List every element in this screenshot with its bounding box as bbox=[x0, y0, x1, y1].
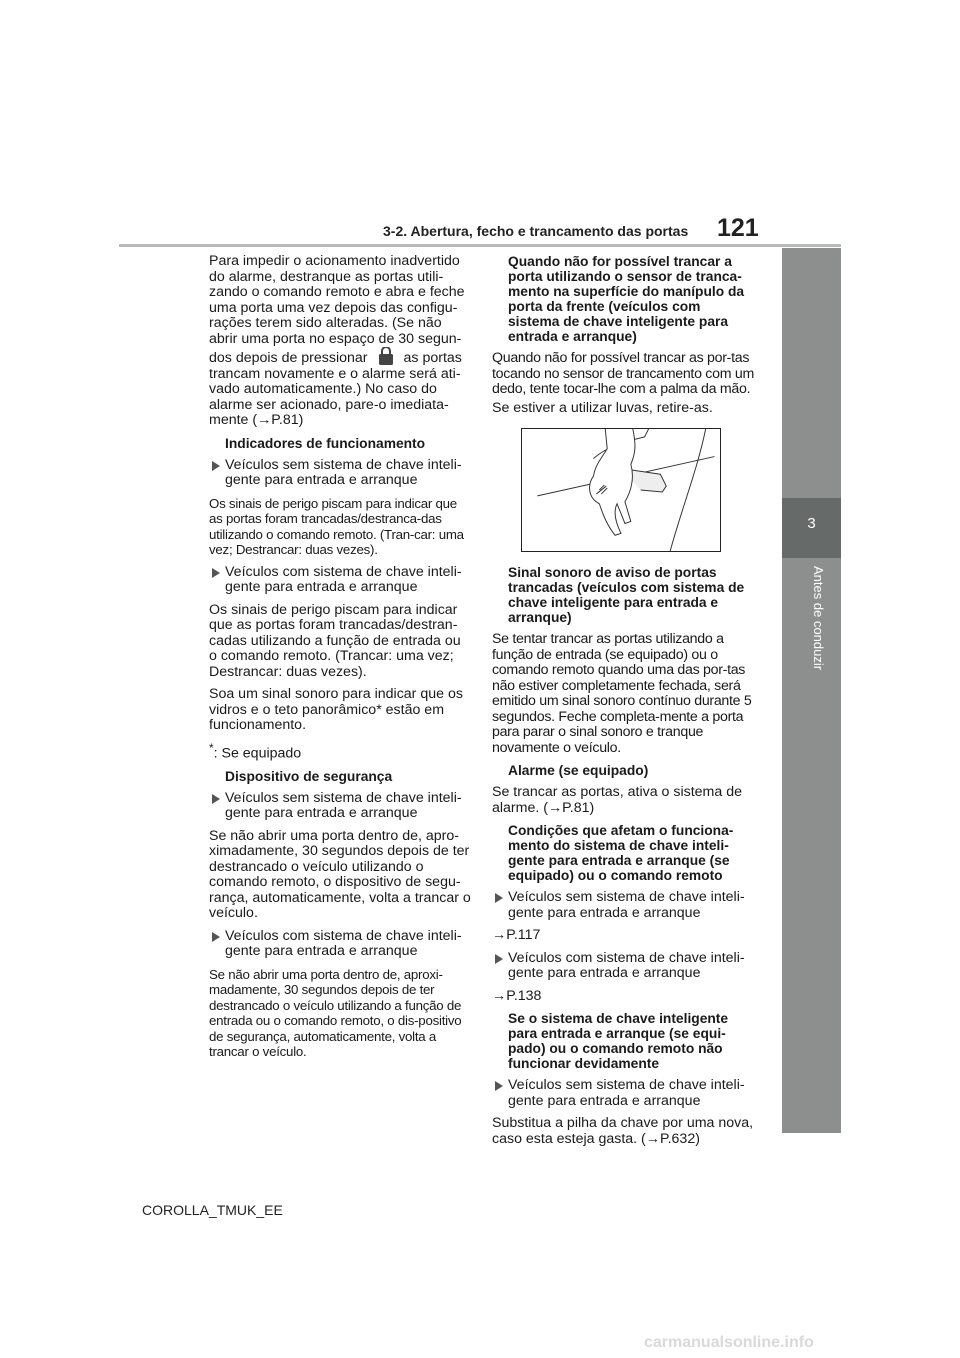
bullet-label: Veículos com sistema de chave inteli-gente para entrada e arranque bbox=[225, 927, 462, 960]
watermark: carmanualsonline.info bbox=[644, 1334, 814, 1351]
hazard-paragraph-2: Os sinais de perigo piscam para indicar que as portas foram trancadas/destran-cadas utilizando a função de entrada ou o comando remoto. (Trancar: uma vez; Destrancar: duas vezes). bbox=[209, 601, 461, 680]
bullet-label: Veículos sem sistema de chave inteli-gente para entrada e arranque bbox=[225, 789, 462, 822]
bullet-label: Veículos sem sistema de chave inteli-gente para entrada e arranque bbox=[508, 1077, 745, 1109]
triangle-bullet-icon bbox=[495, 954, 503, 964]
cannot-lock-paragraph-2: Se estiver a utilizar luvas, retire-as. bbox=[492, 399, 713, 416]
footnote bbox=[209, 741, 471, 762]
lock-icon bbox=[374, 347, 398, 365]
buzzer-paragraph: Se tentar trancar as portas utilizando a função de entrada (se equipado) ou o comando remoto quando uma das por-tas não estiver completamente fechada, será emitido um sinal sonoro contínuo durante 5 segundos. Feche completa-mente a porta para parar o sinal sonoro e tranque novamente o veículo. bbox=[492, 631, 752, 756]
alarm-reset-text-a: Para impedir o acionamento inadvertido do alarme, destranque as portas utili-zando o comando remoto e abra e feche uma porta uma vez depois das configu-rações terem sido alteradas. (Se não abrir uma porta no espaço de 30 segun-dos depois de pressionar bbox=[209, 253, 465, 366]
triangle-bullet-icon bbox=[495, 1081, 503, 1091]
security-paragraph-2: Se não abrir uma porta dentro de, aproxi-madamente, 30 segundos depois de ter destrancado o veículo utilizando a função de entrada ou o comando remoto, o dis-positivo de segurança, automaticamente, volta a trancar o veículo. bbox=[209, 966, 462, 1060]
left-column bbox=[209, 254, 471, 1067]
page-reference-link[interactable]: →P.117 bbox=[492, 927, 541, 943]
right-column bbox=[492, 254, 754, 1154]
alarm-reset-paragraph bbox=[209, 254, 471, 429]
header-divider bbox=[119, 244, 841, 247]
chapter-tab-bar bbox=[782, 248, 841, 1133]
bullet-label: Veículos com sistema de chave inteli-gente para entrada e arranque bbox=[225, 563, 462, 595]
bullet-without-smart-key-1 bbox=[209, 458, 471, 489]
heading-cannot-lock: Quando não for possível trancar a porta utilizando o sensor de tranca-mento na superfície do manípulo da porta da frente (veículos com sistema de chave inteligente para entrada e arranque) bbox=[508, 254, 745, 344]
bullet-without-smart-key-4 bbox=[492, 1078, 754, 1109]
model-code: COROLLA_TMUK_EE bbox=[142, 1202, 283, 1218]
bullet-with-smart-key-2 bbox=[209, 929, 471, 960]
section-title: 3-2. Abertura, fecho e trancamento das portas bbox=[383, 223, 689, 239]
triangle-bullet-icon bbox=[212, 794, 220, 804]
chapter-label: Antes de conduzir bbox=[811, 566, 826, 671]
bullet-without-smart-key-2 bbox=[209, 791, 471, 822]
heading-indicators: Indicadores de funcionamento bbox=[225, 435, 426, 451]
bullet-with-smart-key-3 bbox=[492, 951, 754, 982]
cannot-lock-paragraph-1: Quando não for possível trancar as por-tas tocando no sensor de trancamento com um dedo, tente tocar-lhe com a palma da mão. bbox=[492, 350, 754, 397]
page-reference-link[interactable]: →P.138 bbox=[492, 987, 542, 1004]
heading-buzzer: Sinal sonoro de aviso de portas trancadas (veículos com sistema de chave inteligente para entrada e arranque) bbox=[508, 565, 745, 625]
bullet-with-smart-key-1 bbox=[209, 565, 471, 596]
heading-security: Dispositivo de segurança bbox=[225, 768, 393, 784]
chapter-number: 3 bbox=[807, 515, 816, 532]
triangle-bullet-icon bbox=[212, 461, 220, 471]
battery-paragraph: Substitua a pilha da chave por uma nova, caso esta esteja gasta. (→P.632) bbox=[492, 1115, 754, 1147]
bullet-label: Veículos sem sistema de chave inteli-gente para entrada e arranque bbox=[508, 889, 745, 921]
bullet-label: Veículos com sistema de chave inteli-gente para entrada e arranque bbox=[508, 949, 745, 981]
footnote-mark: * bbox=[209, 740, 214, 755]
triangle-bullet-icon bbox=[212, 932, 220, 942]
triangle-bullet-icon bbox=[495, 893, 503, 903]
bullet-label: Veículos sem sistema de chave inteli-gente para entrada e arranque bbox=[225, 456, 462, 488]
hand-touching-door-handle-illustration bbox=[521, 428, 721, 552]
alarm-reset-text-b: as portas trancam novamente e o alarme será ati-vado automaticamente.) No caso do alarme ser acionado, pare-o imediata-mente (→P.81) bbox=[209, 350, 462, 428]
security-paragraph-1: Se não abrir uma porta dentro de, apro-ximadamente, 30 segundos depois de ter destrancado o veículo utilizando o comando remoto, o dispositivo de segu-rança, automaticamente, volta a trancar o veículo. bbox=[209, 827, 471, 922]
buzzer-paragraph: Soa um sinal sonoro para indicar que os vidros e o teto panorâmico* estão em funcionamento. bbox=[209, 686, 463, 733]
footnote-text: : Se equipado bbox=[213, 745, 302, 762]
heading-conditions: Condições que afetam o funciona-mento do sistema de chave inteli-gente para entrada e arranque (se equipado) ou o comando remoto bbox=[508, 823, 734, 883]
heading-not-working: Se o sistema de chave inteligente para entrada e arranque (se equi-pado) ou o comando remoto não funcionar devidamente bbox=[508, 1011, 729, 1071]
page-number: 121 bbox=[717, 214, 759, 242]
alarm-paragraph: Se trancar as portas, ativa o sistema de alarme. (→P.81) bbox=[492, 784, 742, 816]
hazard-paragraph-1: Os sinais de perigo piscam para indicar que as portas foram trancadas/destranca-das utilizando o comando remoto. (Tran-car: uma vez; Destrancar: duas vezes). bbox=[209, 495, 464, 557]
heading-alarm: Alarme (se equipado) bbox=[508, 763, 649, 778]
bullet-without-smart-key-3 bbox=[492, 890, 754, 921]
triangle-bullet-icon bbox=[212, 568, 220, 578]
